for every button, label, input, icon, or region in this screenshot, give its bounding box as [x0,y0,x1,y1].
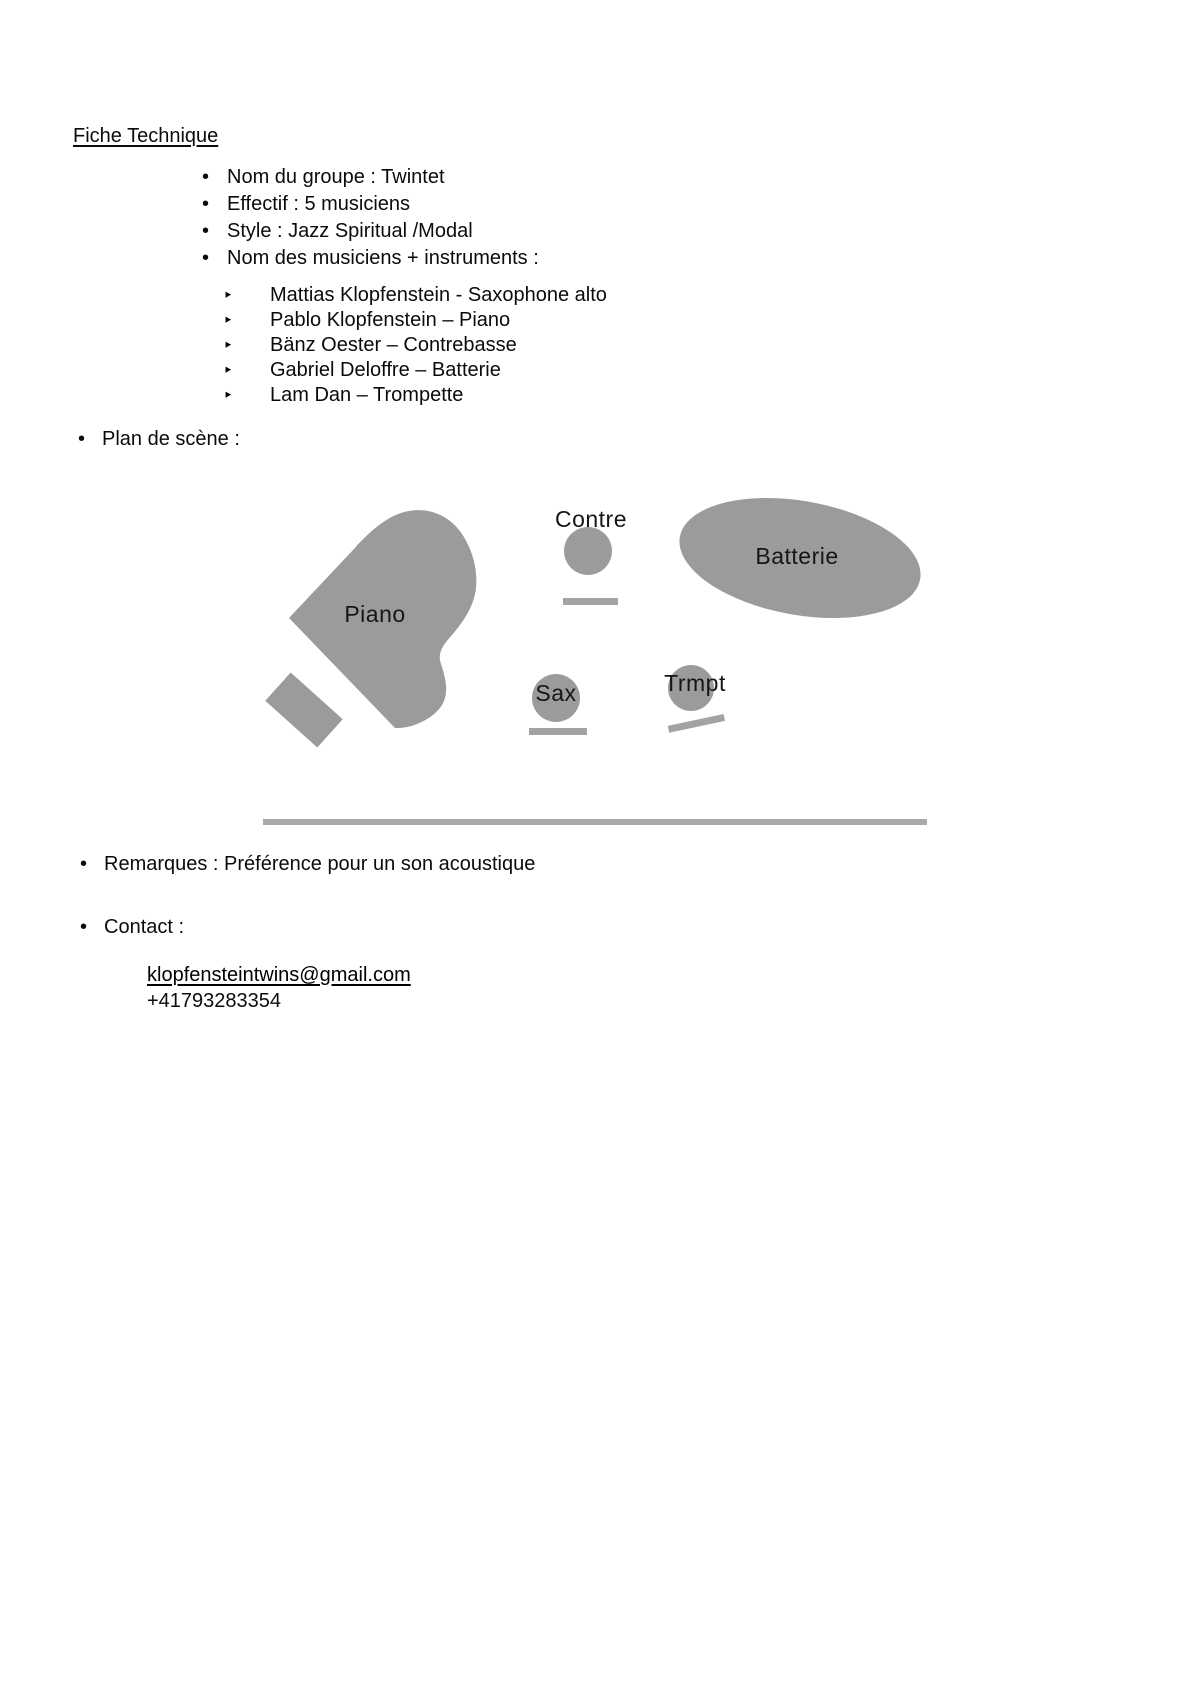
bullet-dot-icon: • [202,193,210,215]
sax-monitor-line [529,728,587,735]
remarks-text: Remarques : Préférence pour un son acoustique [104,853,536,875]
stage-plan-heading [78,427,240,452]
bullet-dot-icon: • [202,247,210,269]
trumpet-monitor-line [668,714,725,733]
stage-edge-line [263,819,927,825]
musicians-intro-line: Nom des musiciens + instruments : [227,247,539,269]
bullet-dot-icon: • [80,916,88,938]
headcount-line: Effectif : 5 musiciens [227,193,411,215]
contact-heading-label: Contact : [104,916,185,938]
musician-item [223,283,607,308]
remarks-line [80,852,535,877]
triangle-bullet-icon: ‣ [223,361,234,380]
musician-item [223,308,607,333]
triangle-bullet-icon: ‣ [223,386,234,405]
musician-contrebasse: Bänz Oester – Contrebasse [270,334,517,356]
contrebasse-position-circle [564,527,612,575]
triangle-bullet-icon: ‣ [223,311,234,330]
musician-trompette: Lam Dan – Trompette [270,384,464,406]
batterie-label: Batterie [755,543,839,569]
list-item [202,218,539,245]
band-info-list [202,164,539,272]
band-name-line: Nom du groupe : Twintet [227,166,445,188]
musician-item [223,383,607,408]
trumpet-label: Trmpt [664,670,726,696]
musician-piano: Pablo Klopfenstein – Piano [270,309,511,331]
contact-heading [80,915,184,940]
bullet-dot-icon: • [78,428,86,450]
contrebasse-label: Contre [554,506,628,532]
contact-details [147,962,411,1014]
contact-email-link[interactable]: klopfensteintwins@gmail.com [147,964,411,986]
sax-label: Sax [535,680,577,706]
triangle-bullet-icon: ‣ [223,286,234,305]
musician-sax: Mattias Klopfenstein - Saxophone alto [270,284,607,306]
list-item [202,164,539,191]
stage-plan-diagram [240,460,940,840]
list-item [202,245,539,272]
bullet-dot-icon: • [202,166,210,188]
musician-item [223,358,607,383]
musician-batterie: Gabriel Deloffre – Batterie [270,359,501,381]
contrebasse-monitor-line [563,598,618,605]
musician-list [223,283,607,408]
stage-plan-heading-label: Plan de scène : [102,428,240,450]
style-line: Style : Jazz Spiritual /Modal [227,220,473,242]
contact-phone: +41793283354 [147,990,282,1012]
bullet-dot-icon: • [80,853,88,875]
triangle-bullet-icon: ‣ [223,336,234,355]
piano-bench-shape [265,672,342,747]
list-item [202,191,539,218]
musician-item [223,333,607,358]
piano-label: Piano [344,601,406,627]
page-title: Fiche Technique [73,125,219,147]
bullet-dot-icon: • [202,220,210,242]
